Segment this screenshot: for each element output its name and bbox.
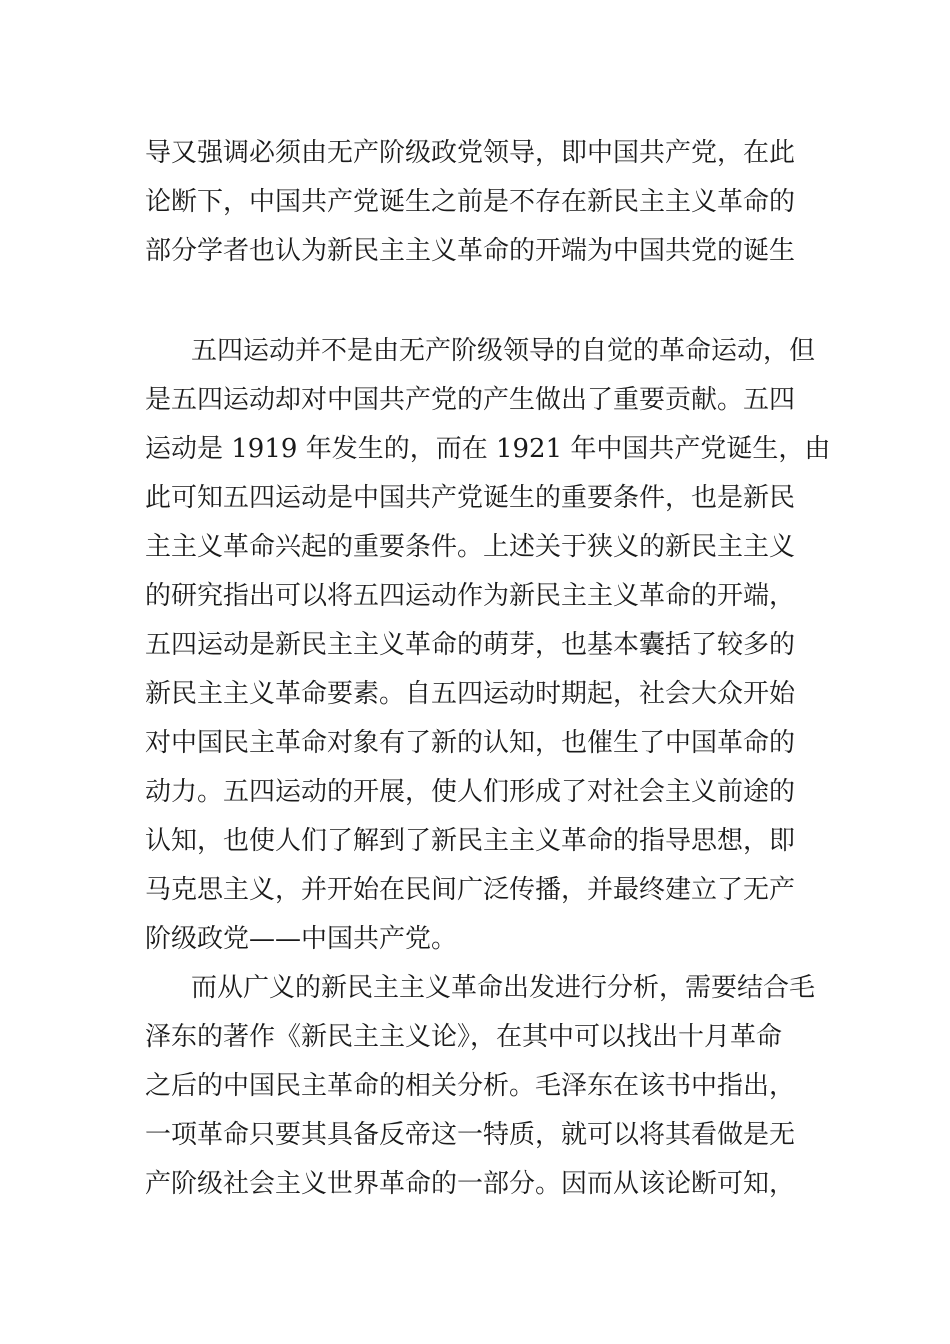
- text-line: 论断下，中国共产党诞生之前是不存在新民主主义革命的: [145, 187, 796, 217]
- text-line: 五四运动是新民主主义革命的萌芽，也基本囊括了较多的: [145, 630, 796, 660]
- text-line: 之后的中国民主革命的相关分析。毛泽东在该书中指出，: [145, 1071, 796, 1101]
- text-line: 部分学者也认为新民主主义革命的开端为中国共党的诞生: [145, 236, 796, 266]
- text-line: 此可知五四运动是中国共产党诞生的重要条件，也是新民: [145, 483, 796, 513]
- text-line: 认知，也使人们了解到了新民主主义革命的指导思想，即: [145, 826, 796, 856]
- text-line: 运动是 1919 年发生的，而在 1921 年中国共产党诞生，由: [145, 434, 831, 464]
- text-line: 对中国民主革命对象有了新的认知，也催生了中国革命的: [145, 728, 796, 758]
- text-line: 阶级政党——中国共产党。: [145, 924, 458, 954]
- text-line: 而从广义的新民主主义革命出发进行分析，需要结合毛: [191, 973, 816, 1003]
- paragraph-may-fourth: [145, 327, 831, 964]
- text-line: 的研究指出可以将五四运动作为新民主主义革命的开端，: [145, 581, 796, 611]
- text-line: 新民主主义革命要素。自五四运动时期起，社会大众开始: [145, 679, 796, 709]
- text-line: 马克思主义，并开始在民间广泛传播，并最终建立了无产: [145, 875, 796, 905]
- text-line: 导又强调必须由无产阶级政党领导，即中国共产党，在此: [145, 138, 796, 168]
- paragraph-fragment: [145, 129, 815, 276]
- body-text: [145, 327, 831, 1209]
- paragraph-new-democracy: [145, 964, 815, 1209]
- text-line: 一项革命只要其具备反帝这一特质，就可以将其看做是无: [145, 1120, 796, 1150]
- text-line: 五四运动并不是由无产阶级领导的自觉的革命运动，但: [191, 336, 816, 366]
- text-line: 是五四运动却对中国共产党的产生做出了重要贡献。五四: [145, 385, 796, 415]
- text-line: 产阶级社会主义世界革命的一部分。因而从该论断可知，: [145, 1169, 796, 1199]
- text-line: 主主义革命兴起的重要条件。上述关于狭义的新民主主义: [145, 532, 796, 562]
- text-line: 泽东的著作《新民主主义论》，在其中可以找出十月革命: [145, 1022, 783, 1052]
- text-line: 动力。五四运动的开展，使人们形成了对社会主义前途的: [145, 777, 796, 807]
